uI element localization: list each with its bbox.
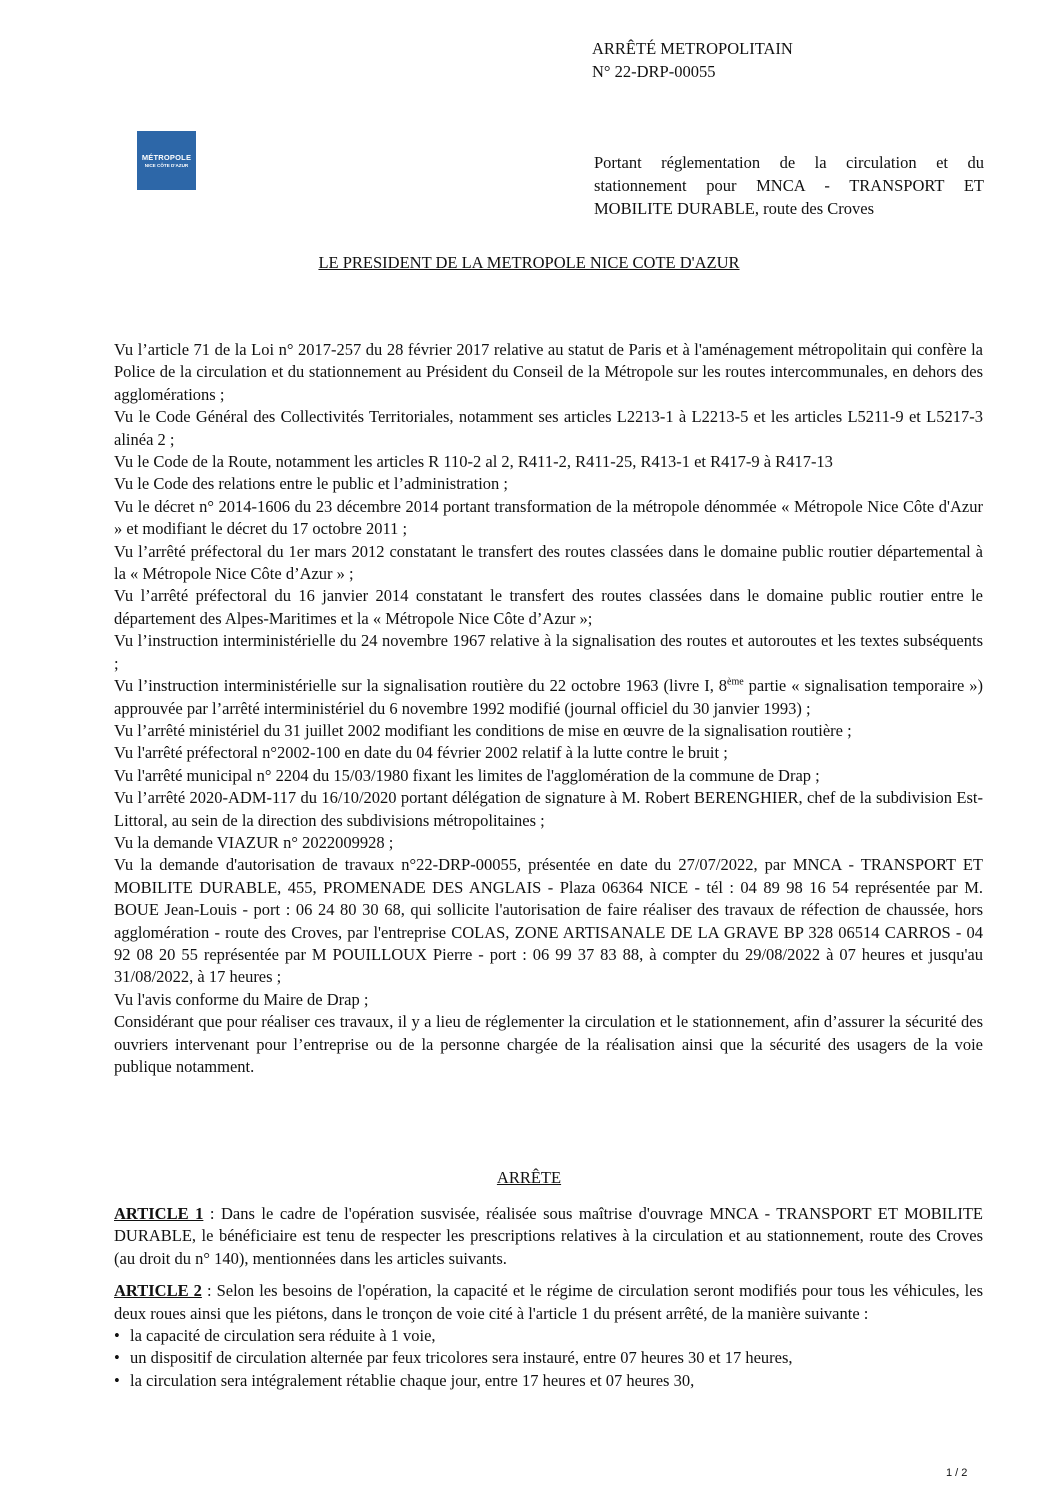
- list-item: [114, 1370, 983, 1392]
- consideration: Vu l’arrêté préfectoral du 16 janvier 2014 constatant le transfert des routes classées dans le domaine public routier entre le département des Alpes-Maritimes et la « Métropole Nice Côte d’Azur »;: [114, 586, 983, 628]
- document-number: N° 22-DRP-00055: [592, 62, 716, 81]
- document-subject: Portant réglementation de la circulation et du stationnement pour MNCA - TRANSPORT ET MOBILITE DURABLE, route des Croves: [594, 153, 984, 218]
- decision-heading: ARRÊTE: [496, 1168, 562, 1187]
- list-item-text: la capacité de circulation sera réduite à 1 voie,: [130, 1326, 436, 1346]
- article-2-list: [114, 1325, 983, 1392]
- article-2: [114, 1280, 983, 1325]
- list-item-text: un dispositif de circulation alternée par feux tricolores sera instauré, entre 07 heures 30 et 17 heures,: [130, 1348, 793, 1368]
- article-1-label: ARTICLE 1: [114, 1204, 204, 1223]
- article-1-text: : Dans le cadre de l'opération susvisée, réalisée sous maîtrise d'ouvrage MNCA - TRANSPORT ET MOBILITE DURABLE, le bénéficiaire est tenu de respecter les prescriptions relatives à la circulation et au stationnement, route des Croves (au droit du n° 140), mentionnées dans les articles suivants.: [114, 1204, 983, 1268]
- consideration: Vu la demande d'autorisation de travaux n°22-DRP-00055, présentée en date du 27/07/2022, par MNCA - TRANSPORT ET MOBILITE DURABLE, 455, PROMENADE DES ANGLAIS - Plaza 06364 NICE - tél : 04 89 98 16 54 représentée par M. BOUE Jean-Louis - port : 06 24 80 30 68, qui sollicite l'autorisation de faire réaliser des travaux de réfection de chaussée, hors agglomération - route des Croves, par l'entreprise COLAS, ZONE ARTISANALE DE LA GRAVE BP 328 06514 CARROS - 04 92 08 20 55 représentée par M POUILLOUX Pierre - port : 06 99 37 83 88, à compter du 29/08/2022 à 07 heures et jusqu'au 31/08/2022, à 17 heures ;: [114, 855, 983, 987]
- article-1: [114, 1203, 983, 1270]
- consideration: Vu l’instruction interministérielle du 24 novembre 1967 relative à la signalisation des routes et autoroutes et les textes subséquents ;: [114, 631, 983, 673]
- consideration: Vu le Code Général des Collectivités Territoriales, notamment ses articles L2213-1 à L2213-5 et les articles L5211-9 et L5217-3 alinéa 2 ;: [114, 407, 983, 449]
- bullet-icon: •: [114, 1348, 120, 1368]
- consideration: Vu le Code de la Route, notamment les articles R 110-2 al 2, R411-2, R411-25, R413-1 et R417-9 à R417-13: [114, 452, 833, 472]
- document-type: ARRÊTÉ METROPOLITAIN: [592, 39, 793, 58]
- consideration: Vu l’arrêté 2020-ADM-117 du 16/10/2020 portant délégation de signature à M. Robert BERENGHIER, chef de la subdivision Est-Littoral, au sein de la direction des subdivisions métropolitaines ;: [114, 788, 983, 830]
- logo-line-2: NICE CÔTE D'AZUR: [144, 163, 189, 168]
- bullet-icon: •: [114, 1370, 120, 1390]
- articles-block: [114, 1203, 983, 1392]
- logo-line-1: MÉTROPOLE: [141, 153, 192, 162]
- consideration: Vu l’article 71 de la Loi n° 2017-257 du 28 février 2017 relative au statut de Paris et à l'aménagement métropolitain qui confère la Police de la circulation et du stationnement au Président du Conseil de la Métropole sur les routes intercommunales, en dehors des agglomérations ;: [114, 340, 983, 404]
- list-item: [114, 1347, 983, 1369]
- metropole-logo: [137, 131, 196, 190]
- consideration: Vu l'arrêté municipal n° 2204 du 15/03/1980 fixant les limites de l'agglomération de la commune de Drap ;: [114, 765, 820, 785]
- consideration: Vu l’arrêté préfectoral du 1er mars 2012 constatant le transfert des routes classées dans le domaine public routier départemental à la « Métropole Nice Côte d’Azur » ;: [114, 541, 983, 584]
- consideration: Vu le Code des relations entre le public et l’administration ;: [114, 474, 508, 494]
- superscript: ème: [727, 676, 744, 688]
- consideration-1963: [114, 675, 983, 720]
- consideration: Vu l’arrêté ministériel du 31 juillet 2002 modifiant les conditions de mise en œuvre de la signalisation routière ;: [114, 720, 852, 740]
- document-reference: [592, 37, 793, 83]
- consideration: Vu l'avis conforme du Maire de Drap ;: [114, 989, 369, 1009]
- considerations-block: [114, 339, 983, 1078]
- consideration-text: partie « signalisation temporaire ») approuvée par l’arrêté interministériel du 6 novembre 1992 modifié (journal officiel du 30 janvier 1993) ;: [114, 676, 983, 718]
- page-number: 1 / 2: [946, 1467, 968, 1479]
- consideration: Vu le décret n° 2014-1606 du 23 décembre 2014 portant transformation de la métropole dénommée « Métropole Nice Côte d'Azur » et modifiant le décret du 17 octobre 2011 ;: [114, 496, 983, 539]
- consideration: Vu la demande VIAZUR n° 2022009928 ;: [114, 832, 394, 852]
- list-item-text: la circulation sera intégralement rétablie chaque jour, entre 17 heures et 07 heures 30,: [130, 1370, 695, 1390]
- list-item: [114, 1325, 983, 1347]
- bullet-icon: •: [114, 1326, 120, 1346]
- consideration: Vu l'arrêté préfectoral n°2002-100 en date du 04 février 2002 relatif à la lutte contre le bruit ;: [114, 743, 728, 763]
- document-title: LE PRESIDENT DE LA METROPOLE NICE COTE D'AZUR: [318, 253, 740, 272]
- article-2-label: ARTICLE 2: [114, 1281, 202, 1301]
- consideration-text: Vu l’instruction interministérielle sur la signalisation routière du 22 octobre 1963 (livre I, 8: [114, 676, 728, 696]
- article-2-text: : Selon les besoins de l'opération, la capacité et le régime de circulation seront modifiés pour tous les véhicules, les deux roues ainsi que les piétons, dans le tronçon de voie cité à l'article 1 du présent arrêté, de la manière suivante :: [114, 1281, 983, 1323]
- consideration: Considérant que pour réaliser ces travaux, il y a lieu de réglementer la circulation et le stationnement, afin d’assurer la sécurité des ouvriers intervenant pour l’entreprise ou de la personne chargée de la réalisation ainsi que la sécurité des usagers de la voie publique notamment.: [114, 1012, 983, 1076]
